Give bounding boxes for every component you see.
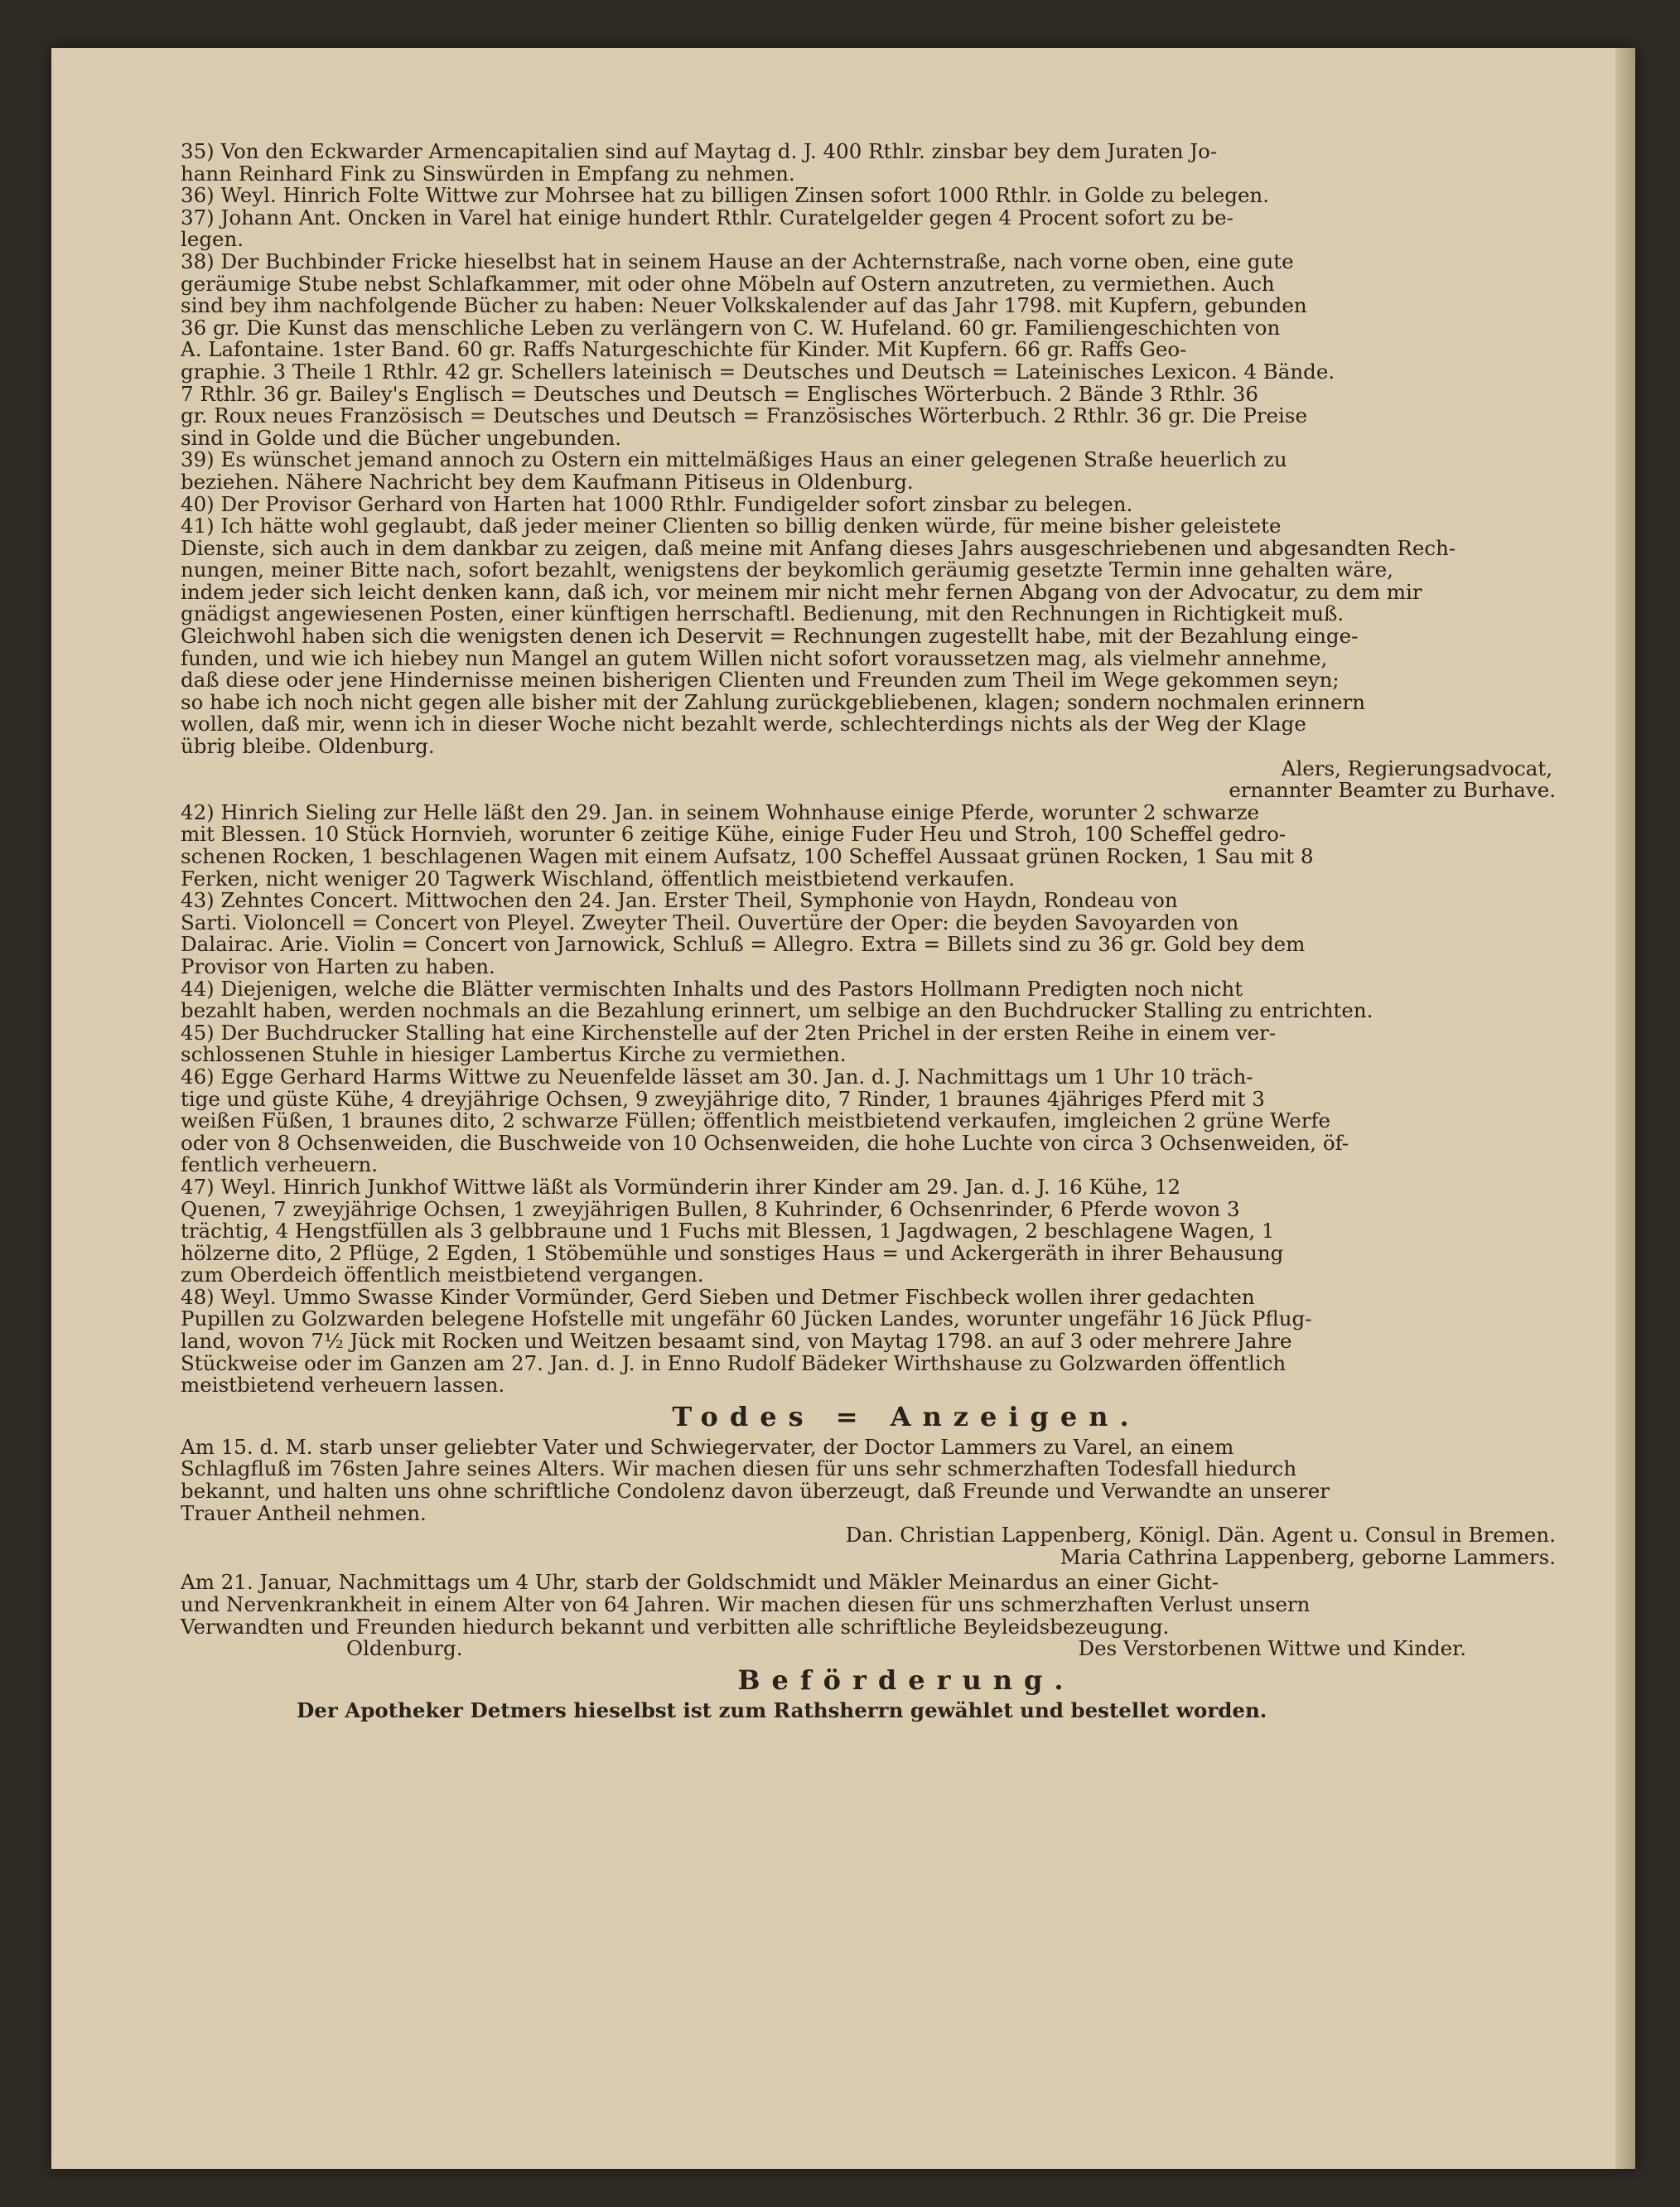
text-line: so habe ich noch nicht gegen alle bisher mit der Zahlung zurückgebliebenen, klagen; sondern nochmalen erinnern: [181, 689, 1365, 714]
text-line: 40) Der Provisor Gerhard von Harten hat 1000 Rthlr. Fundigelder sofort zinsbar zu belegen.: [181, 491, 1133, 516]
ad-46: [181, 1066, 1632, 1176]
ad-38: [181, 251, 1632, 449]
text-line: Provisor von Harten zu haben.: [181, 954, 495, 978]
text-line: Quenen, 7 zweyjährige Ochsen, 1 zweyjährigen Bullen, 8 Kuhrinder, 6 Ochsenrinder, 6 Pferde wovon 3: [181, 1196, 1240, 1221]
death-notices-heading: Todes = Anzeigen.: [672, 1400, 1141, 1432]
signature-line: Maria Cathrina Lappenberg, geborne Lammers.: [1060, 1544, 1556, 1569]
text-line: Pupillen zu Golzwarden belegene Hofstelle mit ungefähr 60 Jücken Landes, worunter ungefähr 16 Jück Pflug-: [181, 1306, 1312, 1331]
text-line: 38) Der Buchbinder Fricke hieselbst hat in seinem Hause an der Achternstraße, nach vorne oben, eine gute: [181, 249, 1294, 273]
ad-35: [181, 141, 1632, 185]
text-line: und Nervenkrankheit in einem Alter von 64 Jahren. Wir machen diesen für uns schmerzhaften Verlust unsern: [181, 1592, 1311, 1616]
text-line: tige und güste Kühe, 4 dreyjährige Ochsen, 9 zweyjährige dito, 7 Rinder, 1 braunes 4jähriges Pferd mit 3: [181, 1086, 1265, 1111]
ad-44: [181, 978, 1632, 1022]
text-line: sind bey ihm nachfolgende Bücher zu haben: Neuer Volkskalender auf das Jahr 1798. mit Kupfern, gebunden: [181, 293, 1307, 318]
text-line: wollen, daß mir, wenn ich in dieser Woche nicht bezahlt werde, schlechterdings nichts als der Weg der Klage: [181, 712, 1306, 736]
text-line: Am 15. d. M. starb unser geliebter Vater und Schwiegervater, der Doctor Lammers zu Varel, an einem: [181, 1434, 1234, 1459]
text-line: trächtig, 4 Hengstfüllen als 3 gelbbraune und 1 Fuchs mit Blessen, 1 Jagdwagen, 2 beschlagene Wagen, 1: [181, 1219, 1275, 1244]
ad-37: [181, 207, 1632, 251]
promotion-heading: Beförderung.: [737, 1664, 1075, 1696]
text-line: bekannt, und halten uns ohne schriftliche Condolenz davon überzeugt, daß Freunde und Verwandte an unserer: [181, 1479, 1330, 1504]
text-line: indem jeder sich leicht denken kann, daß ich, vor meinem mir nicht mehr fernen Abgang von der Advocatur, zu dem mir: [181, 579, 1422, 604]
text-line: legen.: [181, 227, 244, 252]
text-line: Verwandten und Freunden hiedurch bekannt und verbitten alle schriftliche Beyleidsbezeugung.: [181, 1614, 1170, 1639]
ad-41: [181, 515, 1632, 802]
text-line: sind in Golde und die Bücher ungebunden.: [181, 425, 622, 450]
text-line: schlossenen Stuhle in hiesiger Lambertus Kirche zu vermiethen.: [181, 1042, 847, 1067]
text-line: Sarti. Violoncell = Concert von Pleyel. Zweyter Theil. Ouvertüre der Oper: die beyden Savoyarden von: [181, 910, 1239, 934]
text-line: 7 Rthlr. 36 gr. Bailey's Englisch = Deutsches und Deutsch = Englisches Wörterbuch. 2 Bände 3 Rthlr. 36: [181, 381, 1259, 406]
text-line: oder von 8 Ochsenweiden, die Buschweide von 10 Ochsenweiden, die hohe Luchte von circa 3 Ochsenweiden, öf-: [181, 1130, 1349, 1155]
text-line: Trauer Antheil nehmen.: [181, 1500, 427, 1525]
text-line: 39) Es wünschet jemand annoch zu Ostern ein mittelmäßiges Haus an einer gelegenen Straße heuerlich zu: [181, 447, 1287, 472]
text-line: funden, und wie ich hiebey nun Mangel an gutem Willen nicht sofort voraussetzen mag, als vielmehr annehme,: [181, 645, 1328, 670]
text-line: 48) Weyl. Ummo Swasse Kinder Vormünder, Gerd Sieben und Detmer Fischbeck wollen ihrer gedachten: [181, 1284, 1255, 1309]
text-line: 37) Johann Ant. Oncken in Varel hat einige hundert Rthlr. Curatelgelder gegen 4 Procent sofort zu be-: [181, 205, 1233, 229]
text-line: weißen Füßen, 1 braunes dito, 2 schwarze Füllen; öffentlich meistbietend verkaufen, imgleichen 2 grüne Werfe: [181, 1108, 1331, 1133]
death-notice-meinardus: [181, 1572, 1632, 1659]
text-line: 35) Von den Eckwarder Armencapitalien sind auf Maytag d. J. 400 Rthlr. zinsbar bey dem Juraten Jo-: [181, 139, 1218, 163]
text-line: 47) Weyl. Hinrich Junkhof Wittwe läßt als Vormünderin ihrer Kinder am 29. Jan. d. J. 16 Kühe, 12: [181, 1174, 1181, 1199]
page-text: [181, 141, 1632, 1722]
text-line: Schlagfluß im 76sten Jahre seines Alters. Wir machen diesen für uns sehr schmerzhaften Todesfall hiedurch: [181, 1456, 1297, 1481]
text-line: A. Lafontaine. 1ster Band. 60 gr. Raffs Naturgeschichte für Kinder. Mit Kupfern. 66 gr. Raffs Geo-: [181, 337, 1187, 362]
text-line: gnädigst angewiesenen Posten, einer künftigen herrschaftl. Bedienung, mit den Rechnungen in Richtigkeit muß.: [181, 601, 1344, 626]
text-line: 36) Weyl. Hinrich Folte Wittwe zur Mohrsee hat zu billigen Zinsen sofort 1000 Rthlr. in Golde zu belegen.: [181, 183, 1270, 208]
text-line: bezahlt haben, werden nochmals an die Bezahlung erinnert, um selbige an den Buchdrucker Stalling zu entrichten.: [181, 998, 1373, 1023]
signature-line: Des Verstorbenen Wittwe und Kinder.: [1078, 1636, 1466, 1661]
text-line: 46) Egge Gerhard Harms Wittwe zu Neuenfelde lässet am 30. Jan. d. J. Nachmittags um 1 Uhr 10 träch-: [181, 1064, 1253, 1089]
signature-line: Dan. Christian Lappenberg, Königl. Dän. Agent u. Consul in Bremen.: [845, 1523, 1556, 1548]
place-label: Oldenburg.: [346, 1636, 463, 1661]
text-line: 43) Zehntes Concert. Mittwochen den 24. Jan. Erster Theil, Symphonie von Haydn, Rondeau von: [181, 888, 1178, 913]
text-line: graphie. 3 Theile 1 Rthlr. 42 gr. Schellers lateinisch = Deutsches und Deutsch = Lateinisches Lexicon. 4 Bände.: [181, 359, 1335, 384]
text-line: daß diese oder jene Hindernisse meinen bisherigen Clienten und Freunden zum Theil im Wege gekommen seyn;: [181, 668, 1340, 693]
text-line: 45) Der Buchdrucker Stalling hat eine Kirchenstelle auf der 2ten Prichel in der ersten Reihe in einem ver-: [181, 1020, 1277, 1045]
text-line: Gleichwohl haben sich die wenigsten denen ich Deservit = Rechnungen zugestellt habe, mit der Bezahlung einge-: [181, 624, 1359, 649]
text-line: übrig bleibe. Oldenburg.: [181, 734, 435, 759]
text-line: geräumige Stube nebst Schlafkammer, mit oder ohne Möbeln auf Ostern anzutreten, zu vermiethen. Auch: [181, 271, 1275, 296]
text-line: gr. Roux neues Französisch = Deutsches und Deutsch = Französisches Wörterbuch. 2 Rthlr. 36 gr. Die Preise: [181, 403, 1307, 428]
ad-48: [181, 1284, 1632, 1398]
text-line: beziehen. Nähere Nachricht bey dem Kaufmann Pitiseus in Oldenburg.: [181, 469, 914, 494]
text-line: hann Reinhard Fink zu Sinswürden in Empfang zu nehmen.: [181, 161, 795, 186]
text-line: hölzerne dito, 2 Pflüge, 2 Egden, 1 Stöbemühle und sonstiges Haus = und Ackergeräth in ihrer Behausung: [181, 1240, 1284, 1265]
death-notice-lammers: [181, 1434, 1632, 1569]
text-line: schenen Rocken, 1 beschlagenen Wagen mit einem Aufsatz, 100 Scheffel Aussaat grünen Rocken, 1 Sau mit 8: [181, 844, 1314, 868]
signature-line: Alers, Regierungsadvocat,: [1281, 756, 1552, 780]
closing-line: [181, 1638, 1632, 1660]
promotion-text: Der Apotheker Detmers hieselbst ist zum Rathsherrn gewählet und bestellet worden.: [297, 1698, 1267, 1722]
text-line: Am 21. Januar, Nachmittags um 4 Uhr, starb der Goldschmidt und Mäkler Meinardus an einer Gicht-: [181, 1570, 1219, 1595]
text-line: Ferken, nicht weniger 20 Tagwerk Wischland, öffentlich meistbietend verkaufen.: [181, 866, 1015, 891]
text-line: land, wovon 7½ Jück mit Rocken und Weitzen besaamt sind, von Maytag 1798. an auf 3 oder mehrere Jahre: [181, 1329, 1292, 1354]
text-line: 44) Diejenigen, welche die Blätter vermischten Inhalts und des Pastors Hollmann Predigten noch nicht: [181, 976, 1243, 1001]
text-line: zum Oberdeich öffentlich meistbietend vergangen.: [181, 1263, 704, 1287]
text-line: 42) Hinrich Sieling zur Helle läßt den 29. Jan. in seinem Wohnhause einige Pferde, worunter 2 schwarze: [181, 799, 1259, 824]
ad-47: [181, 1176, 1632, 1287]
text-line: mit Blessen. 10 Stück Hornvieh, worunter 6 zeitige Kühe, einige Fuder Heu und Stroh, 100 Scheffel gedro-: [181, 822, 1287, 847]
signature-line: ernannter Beamter zu Burhave.: [1229, 778, 1556, 803]
text-line: 41) Ich hätte wohl geglaubt, daß jeder meiner Clienten so billig denken würde, für meine bisher geleistete: [181, 514, 1282, 538]
text-line: 36 gr. Die Kunst das menschliche Leben zu verlängern von C. W. Hufeland. 60 gr. Familiengeschichten von: [181, 315, 1281, 340]
ad-45: [181, 1022, 1632, 1066]
text-line: meistbietend verheuern lassen.: [181, 1373, 505, 1398]
ad-36: [181, 185, 1632, 207]
text-line: Stückweise oder im Ganzen am 27. Jan. d. J. in Enno Rudolf Bädeker Wirthshause zu Golzwarden öffentlich: [181, 1350, 1287, 1375]
ad-43: [181, 890, 1632, 978]
ad-39: [181, 449, 1632, 493]
ad-42: [181, 799, 1632, 891]
text-line: Dienste, sich auch in dem dankbar zu zeigen, daß meine mit Anfang dieses Jahrs ausgeschriebenen und abgesandten Rech-: [181, 535, 1456, 560]
text-line: nungen, meiner Bitte nach, sofort bezahlt, wenigstens der beykomlich geräumig gesetzte Termin inne gehalten wäre,: [181, 558, 1393, 582]
ad-40: [181, 491, 1632, 516]
text-line: fentlich verheuern.: [181, 1152, 379, 1177]
text-line: Dalairac. Arie. Violin = Concert von Jarnowick, Schluß = Allegro. Extra = Billets sind zu 36 gr. Gold bey dem: [181, 932, 1306, 957]
